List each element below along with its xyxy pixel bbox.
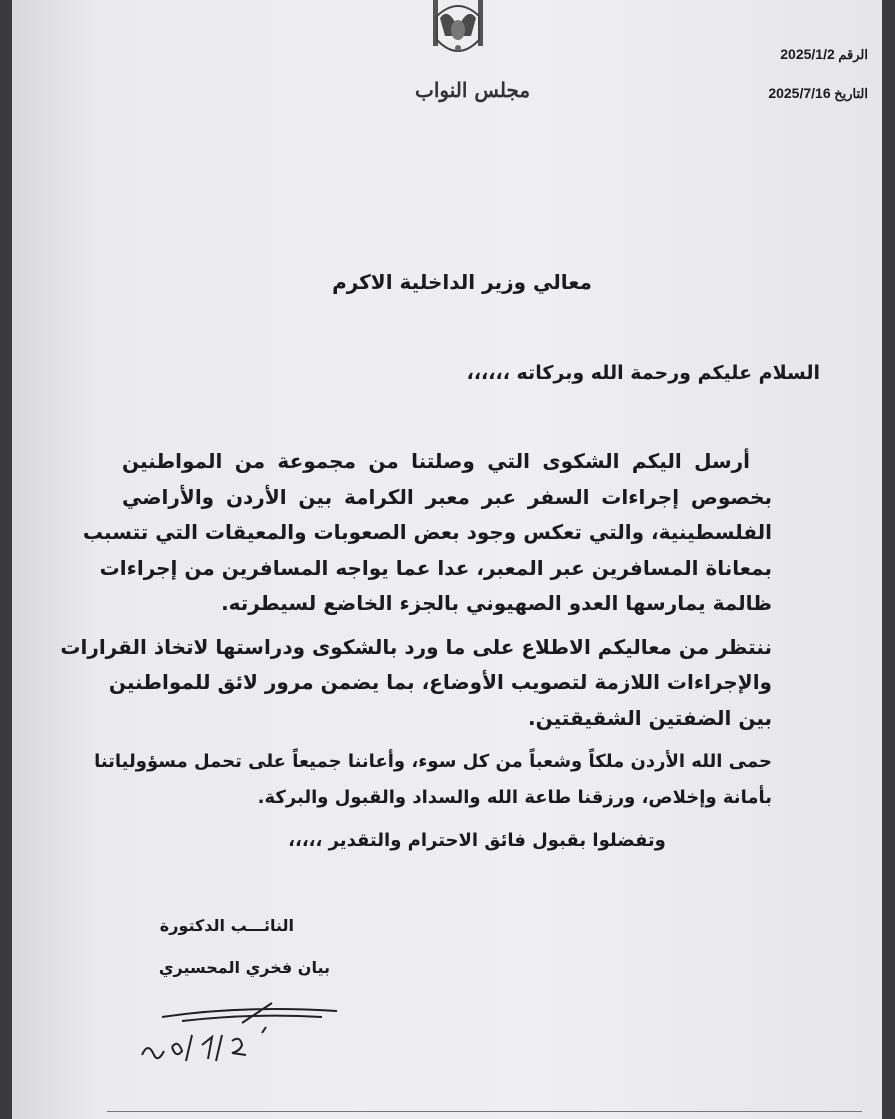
paragraph-3 (94, 744, 772, 815)
closing: وتفضلوا بقبول فائق الاحترام والتقدير ،،،،، (288, 830, 666, 851)
signatory-name: بيان فخري المحسيري (158, 958, 330, 977)
greeting: السلام عليكم ورحمة الله وبركاته ،،،،،، (466, 362, 820, 384)
letter-body (60, 444, 772, 859)
footer-divider (107, 1111, 862, 1112)
body-line: بخصوص إجراءات السفر عبر معبر الكرامة بين الأردن والأراضي (122, 484, 772, 509)
body-line: ننتظر من معاليكم الاطلاع على ما ورد بالشكوى ودراستها لاتخاذ القرارات (60, 634, 772, 659)
council-name-calligraphy: مجلس النواب (415, 78, 531, 102)
addressee: معالي وزير الداخلية الاكرم (332, 270, 592, 294)
date-label: التاريخ (834, 86, 868, 101)
number-value: 2025/1/2 (780, 46, 835, 62)
body-line: أرسل اليكم الشكوى التي وصلتنا من مجموعة من المواطنين (122, 449, 750, 473)
date-value: 2025/7/16 (768, 85, 831, 101)
coat-of-arms-logo (425, 0, 491, 62)
body-line: ظالمة يمارسها العدو الصهيوني بالجزء الخاضع لسيطرته. (221, 591, 772, 615)
letter-date (768, 85, 868, 102)
body-line: بأمانة وإخلاص، ورزقنا طاعة الله والسداد والقبول والبركة. (257, 786, 772, 808)
body-line: حمى الله الأردن ملكاً وشعباً من كل سوء، وأعاننا جميعاً على تحمل مسؤولياتنا (94, 751, 772, 772)
body-line: بين الضفتين الشقيقتين. (528, 705, 772, 730)
body-line: الفلسطينية، والتي تعكس وجود بعض الصعوبات والمعيقات التي تتسبب (82, 520, 772, 544)
signatory-title: النائـــب الدكتورة (159, 916, 294, 935)
body-line: بمعاناة المسافرين عبر المعبر، عدا عما يواجه المسافرين من إجراءات (99, 555, 772, 580)
paragraph-1 (82, 444, 772, 622)
body-line: والإجراءات اللازمة لتصويب الأوضاع، بما يضمن مرور لائق للمواطنين (108, 670, 772, 694)
handwritten-signature (122, 995, 352, 1075)
reference-number (780, 46, 868, 63)
paragraph-2 (60, 630, 772, 737)
number-label: الرقم (838, 47, 868, 62)
letter-page (12, 0, 882, 1119)
